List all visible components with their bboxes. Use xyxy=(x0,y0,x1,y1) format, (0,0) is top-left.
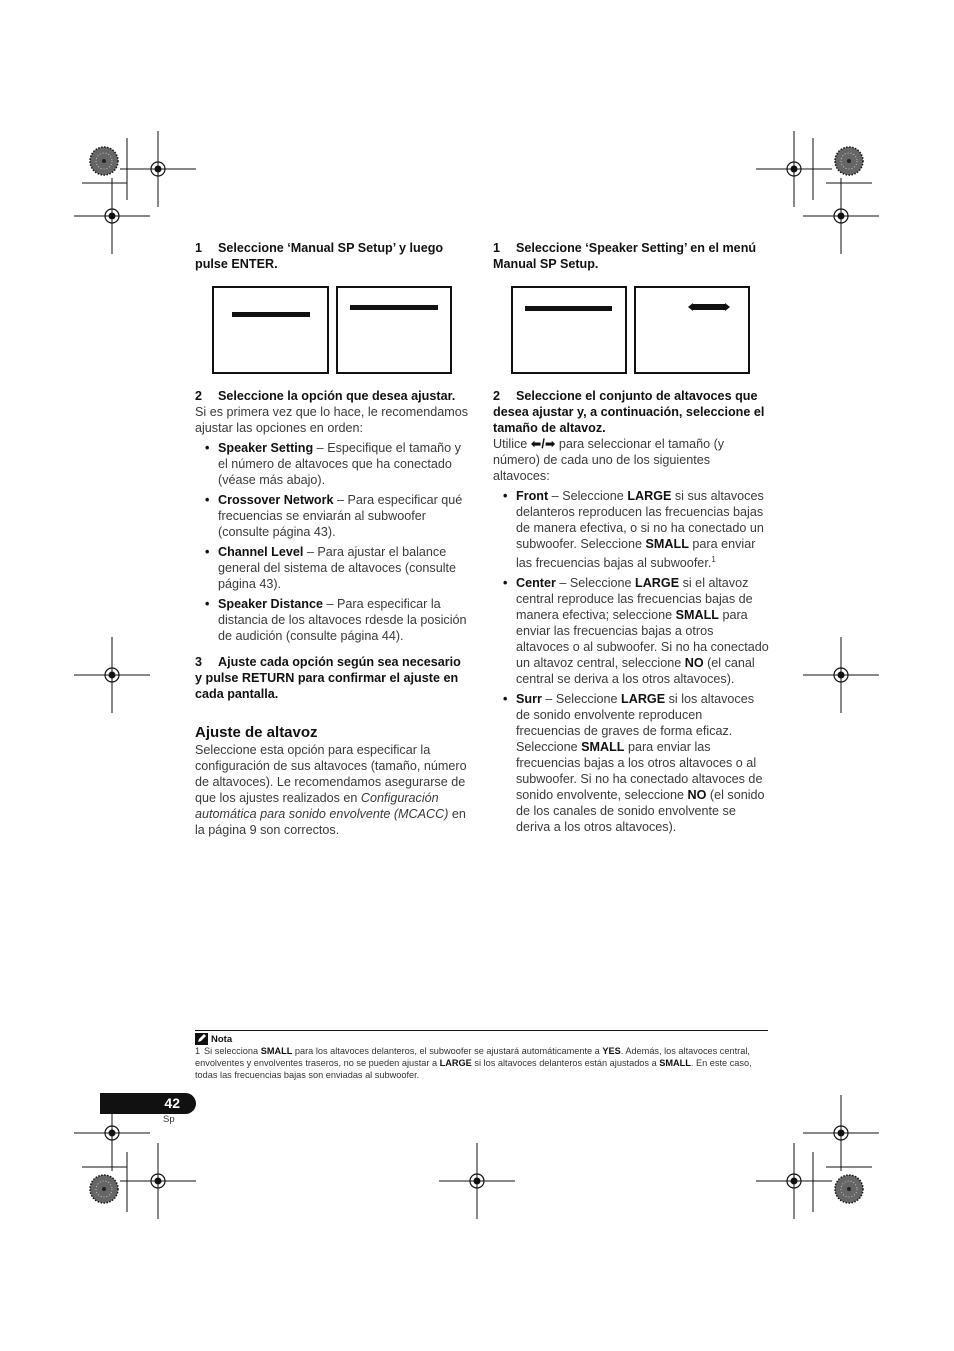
highlight-bar xyxy=(232,312,310,317)
note-rule xyxy=(195,1030,768,1031)
left-step-2: 2 Seleccione la opción que desea ajustar. xyxy=(195,389,456,403)
list-item: • Crossover Network – Para especificar qué frecuencias se enviarán al subwoofer (consulte página 43). xyxy=(195,492,471,540)
options-list xyxy=(195,440,471,644)
page-language: Sp xyxy=(163,1114,175,1125)
highlight-bar xyxy=(525,306,612,311)
left-step-1: 1 Seleccione ‘Manual SP Setup’ y luego pulse ENTER. xyxy=(195,241,444,271)
speaker-list xyxy=(493,488,769,835)
section-title: Ajuste de altavoz xyxy=(195,724,318,741)
right-column-body xyxy=(493,388,769,839)
osd-screen-manual-sp-setup-left xyxy=(212,286,329,374)
page-number: 42 xyxy=(164,1095,180,1111)
list-item: • Speaker Distance – Para especificar la distancia de los altavoces rdesde la posición de audición (consulte página 44). xyxy=(195,596,471,644)
left-column-body xyxy=(195,388,471,838)
right-step-2: 2 Seleccione el conjunto de altavoces que desea ajustar y, a continuación, seleccione el tamaño de altavoz. xyxy=(493,389,765,435)
left-step-3: 3 Ajuste cada opción según sea necesario y pulse RETURN para confirmar el ajuste en cada pantalla. xyxy=(195,655,461,701)
note-header: Nota xyxy=(195,1033,232,1045)
highlight-bar xyxy=(350,305,438,310)
osd-screen-speaker-setting-right xyxy=(634,286,750,374)
arrow-keys-icon: ⬅/➡ xyxy=(530,437,556,451)
list-item-front: • Front – Seleccione LARGE si sus altavoces delanteros reproducen las frecuencias bajas de manera efectiva, o si no ha conectado un subwoofer. Seleccione SMALL para enviar las frecuencias bajas al subwoofer.$^1$ xyxy=(493,488,769,571)
right-column xyxy=(493,240,769,272)
note-body: 1 Si selecciona SMALL para los altavoces delanteros, el subwoofer se ajustará automáticamente a YES. Además, los altavoces central, envolventes y envolventes traseros, no se pueden ajustar a LARGE si los altavoces delanteros están ajustados a SMALL. En este caso, todas las frecuencias bajas son enviadas al subwoofer. xyxy=(195,1046,752,1080)
osd-screen-speaker-setting-left xyxy=(511,286,627,374)
list-item-surr: • Surr – Seleccione LARGE si los altavoces de sonido envolvente reproducen frecuencias de graves de forma eficaz. Seleccione SMALL para enviar las frecuencias bajas a los otros altavoces o al subwoofer. Si no ha conectado altavoces de sonido envolvente, seleccione NO (el sonido de los canales de sonido envolvente se deriva a los otros altavoces). xyxy=(493,691,769,835)
left-step-2-body: Si es primera vez que lo hace, le recomendamos ajustar las opciones en orden: xyxy=(195,405,468,435)
left-column xyxy=(195,240,471,272)
right-step-2-body: Utilice ⬅/➡ para seleccionar el tamaño (y número) de cada uno de los siguientes altavoces: xyxy=(493,437,725,483)
list-item: • Channel Level – Para ajustar el balance general del sistema de altavoces (consulte página 43). xyxy=(195,544,471,592)
page-number-tab xyxy=(100,1093,196,1114)
selector-arrows-icon xyxy=(688,301,732,313)
right-step-1: 1 Seleccione ‘Speaker Setting’ en el menú Manual SP Setup. xyxy=(493,241,757,271)
osd-screen-manual-sp-setup-right xyxy=(336,286,452,374)
list-item: • Speaker Setting – Especifique el tamaño y el número de altavoces que ha conectado (véase más abajo). xyxy=(195,440,471,488)
section-body: Seleccione esta opción para especificar la configuración de sus altavoces (tamaño, número de altavoces). Le recomendamos asegurarse de que los ajustes realizados en Configuración automática para sonido envolvente (MCACC) en la página 9 son correctos. xyxy=(195,743,467,837)
list-item-center: • Center – Seleccione LARGE si el altavoz central reproduce las frecuencias bajas de manera efectiva; seleccione SMALL para enviar las frecuencias bajas a otros altavoces o al subwoofer. Si no ha conectado un altavoz central, seleccione NO (el canal central se deriva a los otros altavoces). xyxy=(493,575,769,687)
note-pencil-icon xyxy=(195,1033,208,1045)
